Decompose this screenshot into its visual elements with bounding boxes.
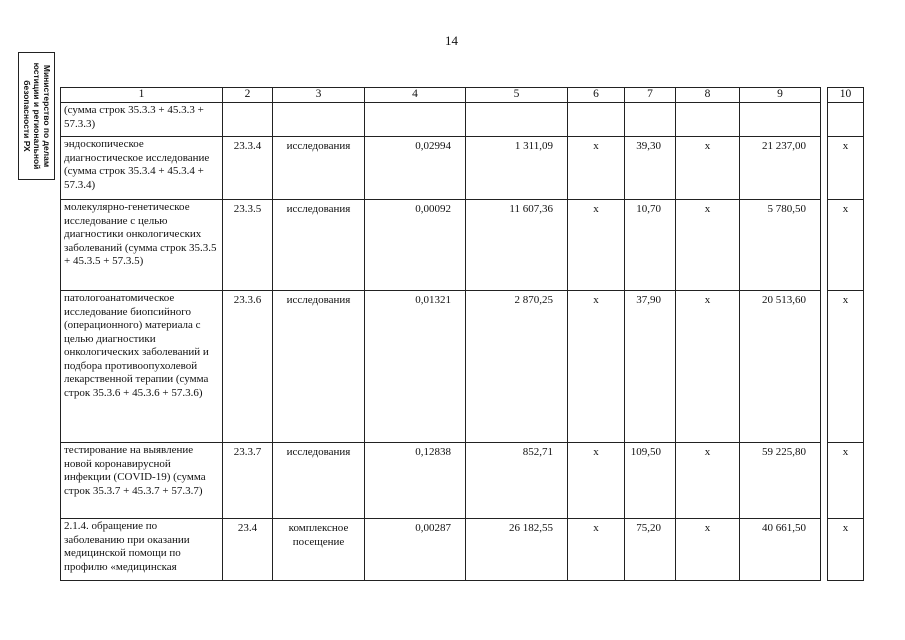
row-value-4: 0,00092 — [365, 200, 466, 291]
row-unit: исследования — [273, 291, 365, 443]
row-value-9: 21 237,00 — [740, 137, 821, 200]
row-value-8 — [676, 103, 740, 137]
row-value-9 — [740, 103, 821, 137]
row-value-6: x — [568, 137, 625, 200]
col-header-4: 4 — [365, 88, 466, 103]
col-header-1: 1 — [61, 88, 223, 103]
row-value-6 — [568, 103, 625, 137]
row-value-7: 37,90 — [625, 291, 676, 443]
col-header-7: 7 — [625, 88, 676, 103]
row-description: 2.1.4. обращение по заболеванию при оказании медицинской помощи по профилю «медицинская — [61, 519, 223, 581]
row-value-4: 0,02994 — [365, 137, 466, 200]
data-table — [60, 87, 864, 581]
row-value-10: x — [828, 519, 864, 581]
col-header-9: 9 — [740, 88, 821, 103]
row-value-9: 59 225,80 — [740, 443, 821, 519]
table-row — [61, 443, 864, 519]
table-row — [61, 291, 864, 443]
row-code: 23.4 — [223, 519, 273, 581]
table-row — [61, 137, 864, 200]
row-unit: исследования — [273, 137, 365, 200]
row-value-10: x — [828, 137, 864, 200]
row-value-8: x — [676, 291, 740, 443]
row-value-10: x — [828, 443, 864, 519]
row-value-5: 852,71 — [466, 443, 568, 519]
table-row — [61, 103, 864, 137]
row-value-8: x — [676, 137, 740, 200]
row-value-7 — [625, 103, 676, 137]
row-unit: исследования — [273, 200, 365, 291]
row-code: 23.3.7 — [223, 443, 273, 519]
table-row — [61, 519, 864, 581]
row-value-5 — [466, 103, 568, 137]
row-value-4: 0,00287 — [365, 519, 466, 581]
stamp-text: Министерство по делам юстиции и региональной безопасности РХ — [21, 62, 52, 170]
col-header-5: 5 — [466, 88, 568, 103]
row-value-8: x — [676, 443, 740, 519]
row-value-5: 2 870,25 — [466, 291, 568, 443]
row-value-8: x — [676, 200, 740, 291]
row-value-9: 5 780,50 — [740, 200, 821, 291]
row-value-5: 26 182,55 — [466, 519, 568, 581]
row-unit: комплексное посещение — [273, 519, 365, 581]
row-description: патологоанатомическое исследование биопсийного (операционного) материала с целью диагностики онкологических заболеваний и подбора противоопухолевой лекарственной терапии (сумма строк 35.3.6 + 45.3.6 + 57.3.6) — [61, 291, 223, 443]
row-value-10 — [828, 103, 864, 137]
row-description: молекулярно-генетическое исследование с целью диагностики онкологических заболеваний (сумма строк 35.3.5 + 45.3.5 + 57.3.5) — [61, 200, 223, 291]
ministry-stamp — [18, 52, 55, 180]
row-value-5: 1 311,09 — [466, 137, 568, 200]
row-value-6: x — [568, 519, 625, 581]
col-header-3: 3 — [273, 88, 365, 103]
row-value-7: 10,70 — [625, 200, 676, 291]
row-value-8: x — [676, 519, 740, 581]
row-code: 23.3.4 — [223, 137, 273, 200]
row-code: 23.3.6 — [223, 291, 273, 443]
row-description: эндоскопическое диагностическое исследование (сумма строк 35.3.4 + 45.3.4 + 57.3.4) — [61, 137, 223, 200]
row-value-5: 11 607,36 — [466, 200, 568, 291]
col-header-8: 8 — [676, 88, 740, 103]
row-unit: исследования — [273, 443, 365, 519]
page-number: 14 — [445, 33, 458, 48]
header-row — [61, 88, 864, 103]
row-value-10: x — [828, 291, 864, 443]
row-value-9: 40 661,50 — [740, 519, 821, 581]
row-value-7: 39,30 — [625, 137, 676, 200]
row-value-6: x — [568, 291, 625, 443]
row-description: тестирование на выявление новой коронавирусной инфекции (COVID-19) (сумма строк 35.3.7 + 45.3.7 + 57.3.7) — [61, 443, 223, 519]
col-header-2: 2 — [223, 88, 273, 103]
row-description: (сумма строк 35.3.3 + 45.3.3 + 57.3.3) — [61, 103, 223, 137]
row-value-6: x — [568, 443, 625, 519]
row-value-4: 0,01321 — [365, 291, 466, 443]
row-value-9: 20 513,60 — [740, 291, 821, 443]
row-value-7: 109,50 — [625, 443, 676, 519]
row-value-10: x — [828, 200, 864, 291]
row-value-7: 75,20 — [625, 519, 676, 581]
row-code: 23.3.5 — [223, 200, 273, 291]
row-value-6: x — [568, 200, 625, 291]
col-header-6: 6 — [568, 88, 625, 103]
row-value-4 — [365, 103, 466, 137]
row-code — [223, 103, 273, 137]
col-header-10: 10 — [828, 88, 864, 103]
row-unit — [273, 103, 365, 137]
row-value-4: 0,12838 — [365, 443, 466, 519]
table-row — [61, 200, 864, 291]
